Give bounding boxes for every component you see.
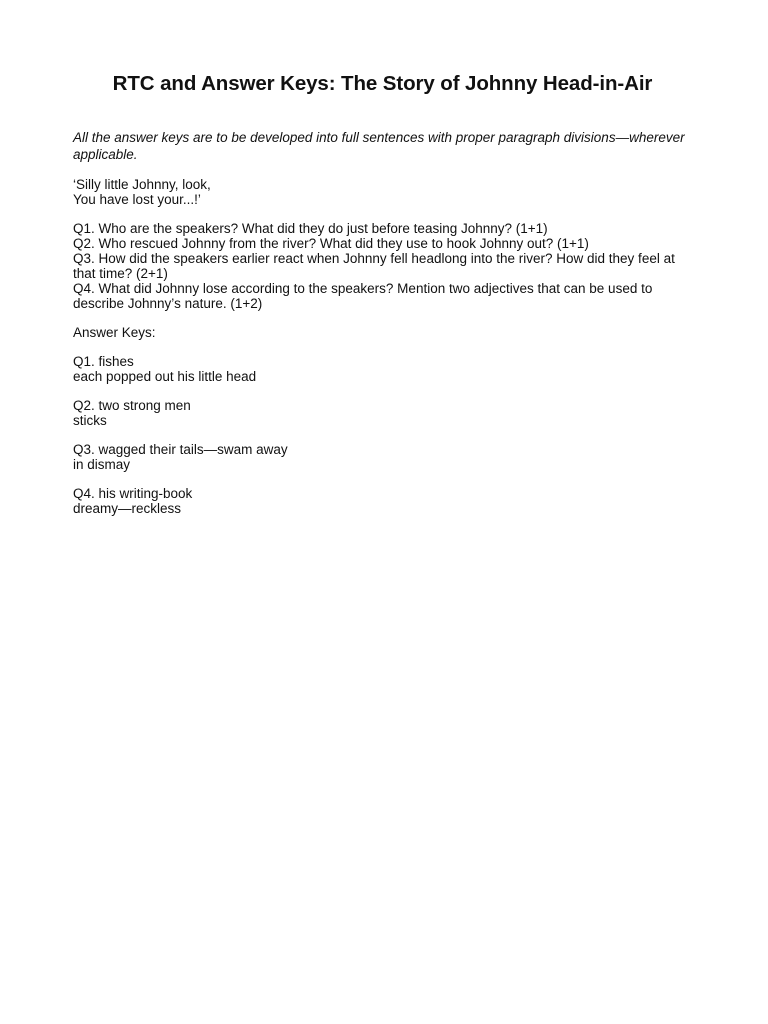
- answer-keys-heading: Answer Keys:: [73, 325, 156, 340]
- answer-1-line-2: each popped out his little head: [73, 369, 257, 384]
- question-4: Q4. What did Johnny lose according to the speakers? Mention two adjectives that can be used to describe Johnny’s nature. (1+2): [73, 281, 653, 311]
- question-2: Q2. Who rescued Johnny from the river? What did they use to hook Johnny out? (1+1): [73, 236, 589, 251]
- extract-line-2: You have lost your...!’: [73, 192, 201, 207]
- answer-2: [73, 398, 696, 428]
- answer-2-line-2: sticks: [73, 413, 107, 428]
- answer-4: [73, 486, 696, 516]
- question-3: Q3. How did the speakers earlier react when Johnny fell headlong into the river? How did they feel at that time? (2+1): [73, 251, 675, 281]
- questions-list: [73, 221, 696, 311]
- document-title: RTC and Answer Keys: The Story of Johnny Head-in-Air: [112, 72, 653, 95]
- answer-4-line-1: Q4. his writing-book: [73, 486, 193, 501]
- poem-extract: [73, 177, 696, 207]
- answer-1-line-1: Q1. fishes: [73, 354, 134, 369]
- answer-3: [73, 442, 696, 472]
- answer-3-line-1: Q3. wagged their tails—swam away: [73, 442, 288, 457]
- answer-2-line-1: Q2. two strong men: [73, 398, 191, 413]
- extract-line-1: ‘Silly little Johnny, look,: [73, 177, 211, 192]
- answer-3-line-2: in dismay: [73, 457, 131, 472]
- answer-4-line-2: dreamy—reckless: [73, 501, 182, 516]
- instruction-note: All the answer keys are to be developed into full sentences with proper paragraph divisions—wherever applicable.: [73, 130, 685, 162]
- answer-1: [73, 354, 696, 384]
- question-1: Q1. Who are the speakers? What did they do just before teasing Johnny? (1+1): [73, 221, 548, 236]
